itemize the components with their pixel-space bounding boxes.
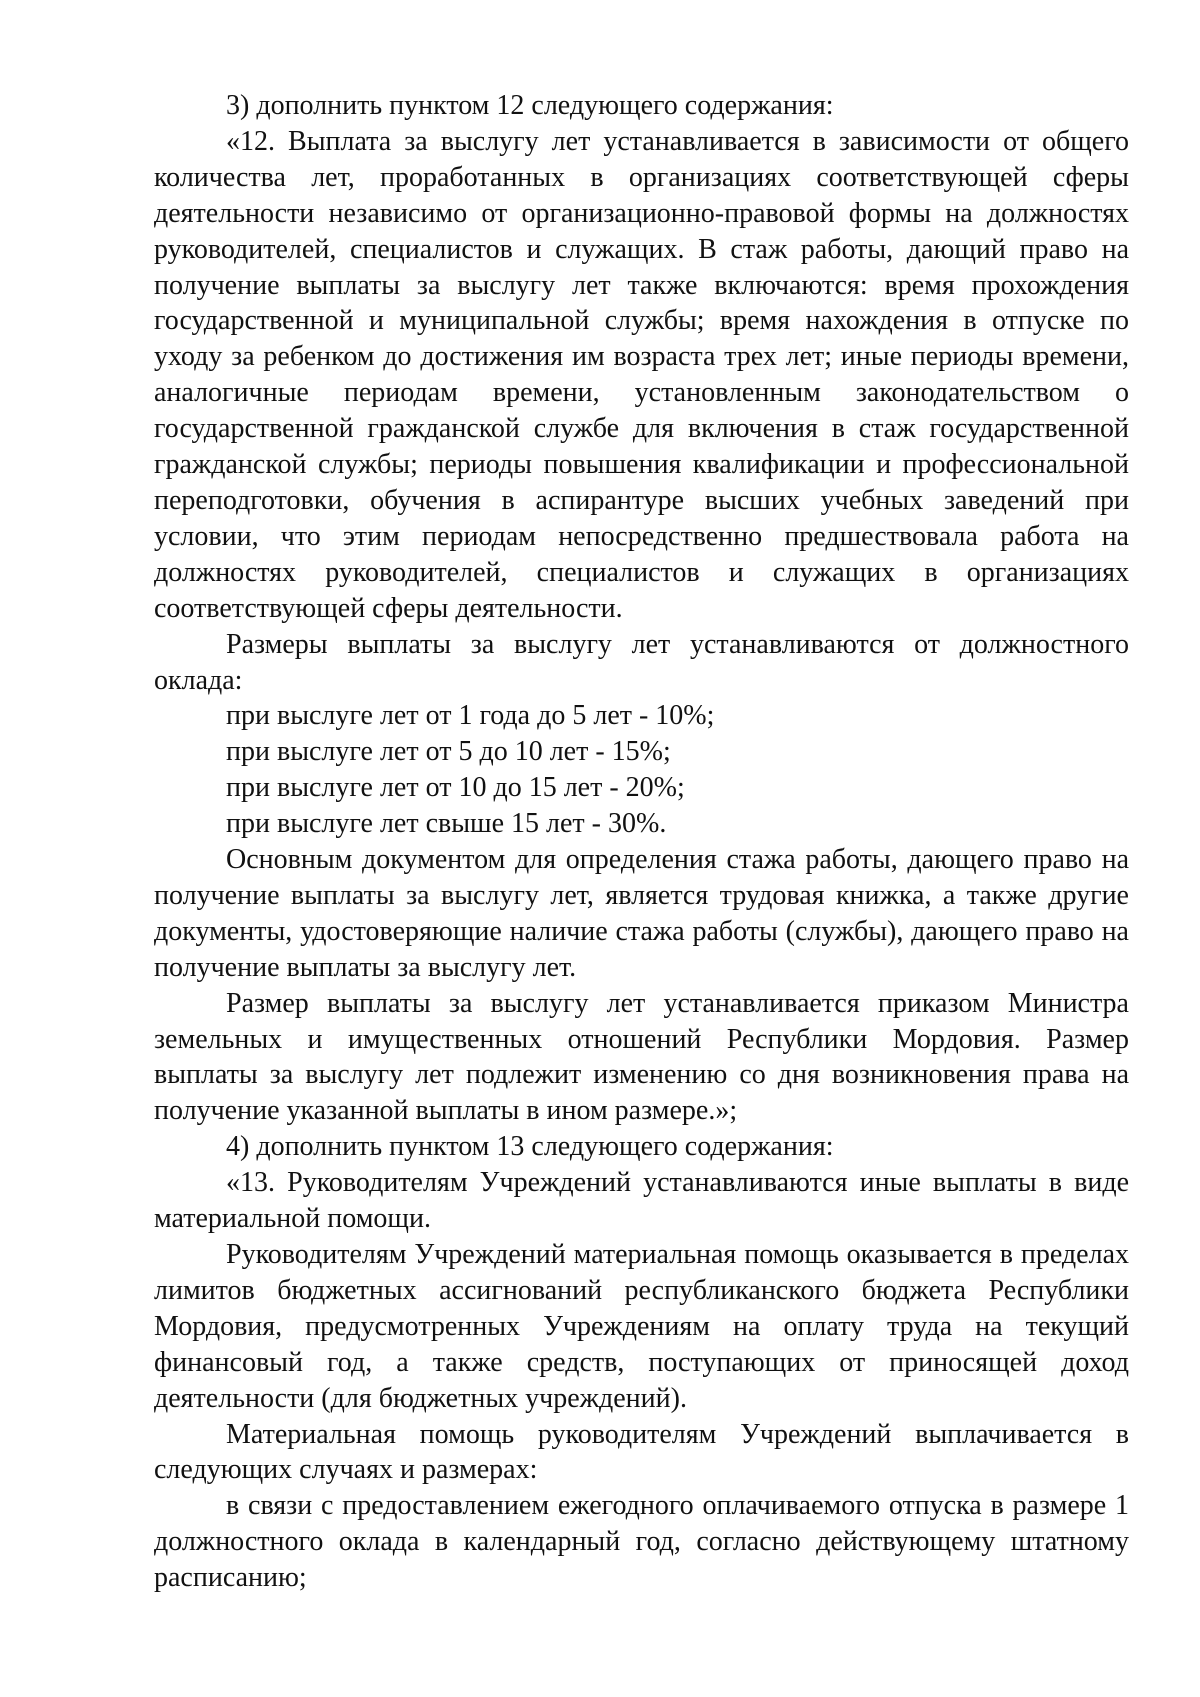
paragraph-point-12-text: «12. Выплата за выслугу лет устанавливается в зависимости от общего количества лет, проработанных в организациях соответствующей сферы деятельности независимо от организационно-правовой формы на должностях руководителей, специалистов и служащих. В стаж работы, дающий право на получение выплаты за выслугу лет также включаются: время прохождения государственной и муниципальной службы; время нахождения в отпуске по уходу за ребенком до достижения им возраста трех лет; иные периоды времени, аналогичные периодам времени, установленным законодательством о государственной гражданской службе для включения в стаж государственной гражданской службы; периоды повышения квалификации и профессиональной переподготовки, обучения в аспирантуре высших учебных заведений при условии, что этим периодам непосредственно предшествовала работа на должностях руководителей, специалистов и служащих в организациях соответствующей сферы деятельности.: [154, 125, 1129, 624]
rate-item-5-10-years: при выслуге лет от 5 до 10 лет - 15%;: [226, 736, 671, 768]
rate-item-10-15-years: при выслуге лет от 10 до 15 лет - 20%;: [226, 772, 685, 804]
document-body: [154, 88, 1129, 1596]
paragraph-point-13-text: «13. Руководителям Учреждений устанавливаются иные выплаты в виде материальной помощи.: [154, 1167, 1129, 1235]
rate-item-1-5-years: при выслуге лет от 1 года до 5 лет - 10%;: [226, 700, 715, 732]
rate-item-over-15-years: при выслуге лет свыше 15 лет - 30%.: [226, 808, 667, 840]
paragraph-rates-intro: Размеры выплаты за выслугу лет устанавливаются от должностного оклада:: [154, 628, 1129, 696]
paragraph-material-aid-cases: Материальная помощь руководителям Учреждений выплачивается в следующих случаях и размерах:: [154, 1418, 1129, 1486]
paragraph-material-aid-limits: Руководителям Учреждений материальная помощь оказывается в пределах лимитов бюджетных ассигнований республиканского бюджета Республики Мордовия, предусмотренных Учреждениям на оплату труда на текущий финансовый год, а также средств, поступающих от приносящей доход деятельности (для бюджетных учреждений).: [154, 1239, 1129, 1414]
paragraph-annual-leave-aid: в связи с предоставлением ежегодного оплачиваемого отпуска в размере 1 должностного оклада в календарный год, согласно действующему штатному расписанию;: [154, 1490, 1129, 1594]
paragraph-main-document: Основным документом для определения стажа работы, дающего право на получение выплаты за выслугу лет, является трудовая книжка, а также другие документы, удостоверяющие наличие стажа работы (службы), дающего право на получение выплаты за выслугу лет.: [154, 844, 1129, 983]
paragraph-minister-order: Размер выплаты за выслугу лет устанавливается приказом Министра земельных и имущественных отношений Республики Мордовия. Размер выплаты за выслугу лет подлежит изменению со дня возникновения права на получение указанной выплаты в ином размере.»;: [154, 987, 1129, 1127]
paragraph-item-4-intro: 4) дополнить пунктом 13 следующего содержания:: [226, 1131, 834, 1163]
paragraph-item-3-intro: 3) дополнить пунктом 12 следующего содержания:: [226, 90, 834, 121]
